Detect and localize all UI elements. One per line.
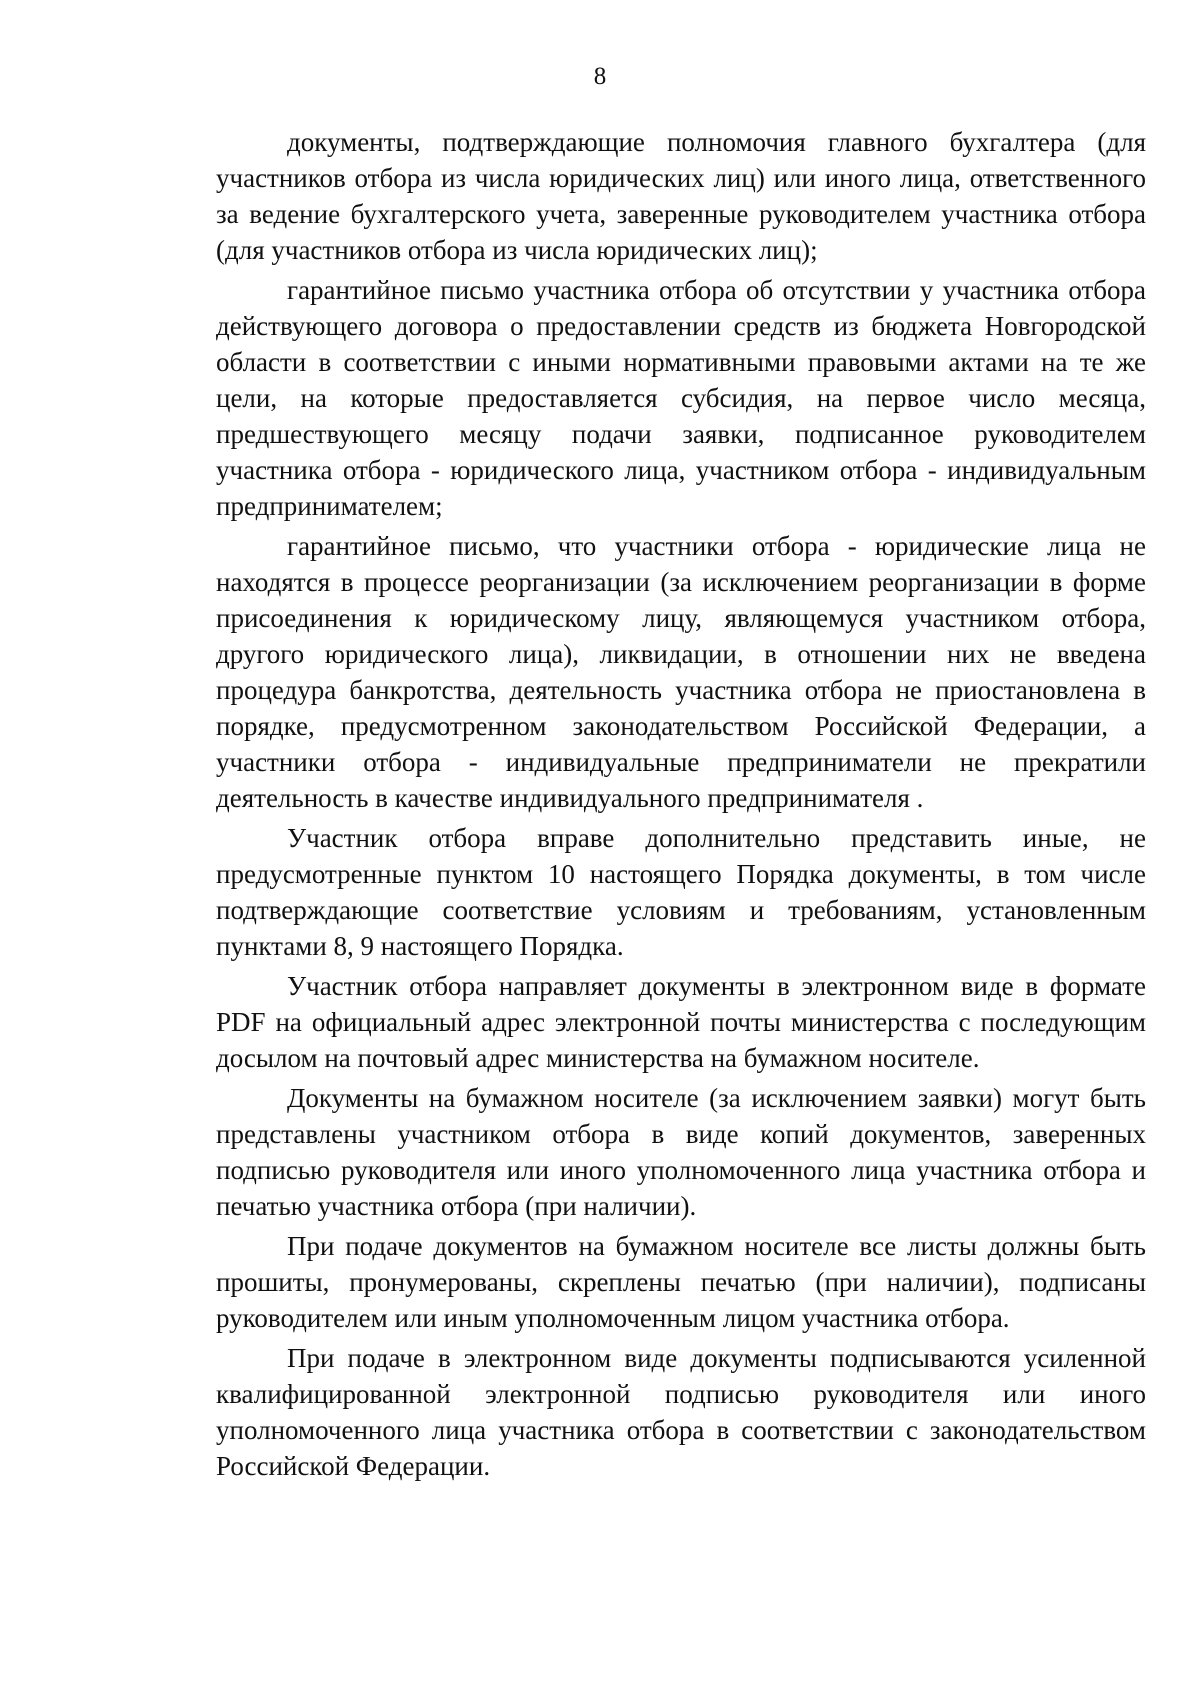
paragraph-paper-copies: Документы на бумажном носителе (за исключением заявки) могут быть представлены участником отбора в виде копий документов, заверенных подписью руководителя или иного уполномоченного лица участника отбора и печатью участника отбора (при наличии). <box>216 1083 1146 1221</box>
paragraph-electronic-submission: Участник отбора направляет документы в электронном виде в формате PDF на официальный адрес электронной почты министерства с последующим досылом на почтовый адрес министерства на бумажном носителе. <box>216 971 1146 1073</box>
paragraph-guarantee-letter-no-contract: гарантийное письмо участника отбора об отсутствии у участника отбора действующего договора о предоставлении средств из бюджета Новгородской области в соответствии с иными нормативными правовыми актами на те же цели, на которые предоставляется субсидия, на первое число месяца, предшествующего месяцу подачи заявки, подписанное руководителем участника отбора - юридического лица, участником отбора - индивидуальным предпринимателем; <box>216 275 1146 521</box>
paragraph-chief-accountant-documents: документы, подтверждающие полномочия главного бухгалтера (для участников отбора из числа юридических лиц) или иного лица, ответственного за ведение бухгалтерского учета, заверенные руководителем участника отбора (для участников отбора из числа юридических лиц); <box>216 127 1146 265</box>
page-number: 8 <box>593 63 607 90</box>
paragraph-paper-binding: При подаче документов на бумажном носителе все листы должны быть прошиты, пронумерованы, скреплены печатью (при наличии), подписаны руководителем или иным уполномоченным лицом участника отбора. <box>216 1231 1146 1333</box>
paragraph-electronic-signature: При подаче в электронном виде документы подписываются усиленной квалифицированной электронной подписью руководителя или иного уполномоченного лица участника отбора в соответствии с законодательством Российской Федерации. <box>216 1343 1146 1481</box>
paragraph-guarantee-letter-no-reorganization: гарантийное письмо, что участники отбора - юридические лица не находятся в процессе реорганизации (за исключением реорганизации в форме присоединения к юридическому лицу, являющемуся участником отбора, другого юридического лица), ликвидации, в отношении них не введена процедура банкротства, деятельность участника отбора не приостановлена в порядке, предусмотренном законодательством Российской Федерации, а участники отбора - индивидуальные предприниматели не прекратили деятельность в качестве индивидуального предпринимателя . <box>216 531 1146 813</box>
document-body <box>216 124 1146 1488</box>
paragraph-additional-documents: Участник отбора вправе дополнительно представить иные, не предусмотренные пунктом 10 настоящего Порядка документы, в том числе подтверждающие соответствие условиям и требованиям, установленным пунктами 8, 9 настоящего Порядка. <box>216 823 1146 961</box>
